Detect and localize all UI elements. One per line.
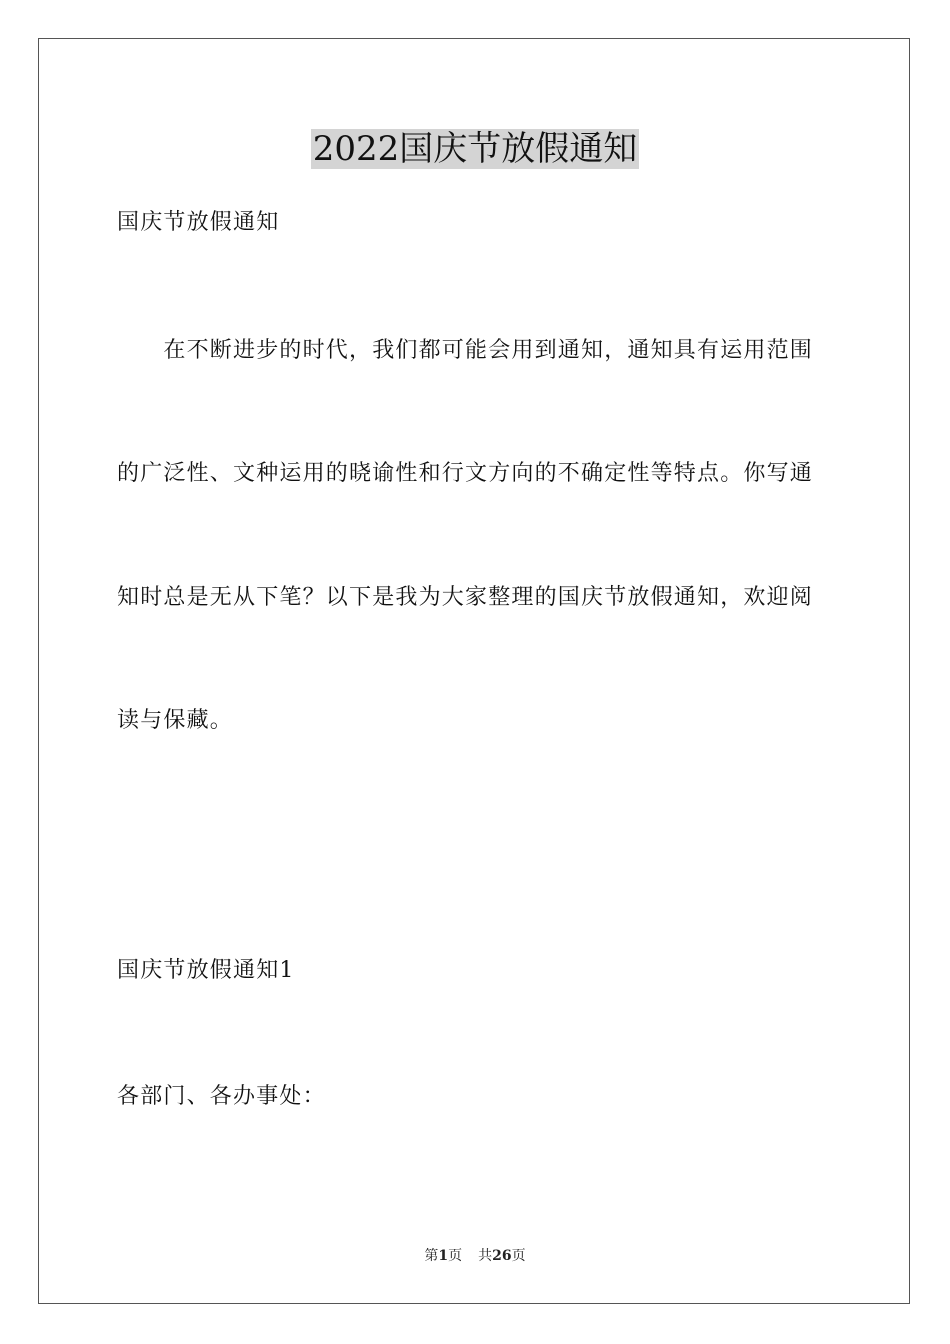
intro-line-4: 读与保藏。 — [117, 708, 234, 733]
document-title — [0, 127, 950, 171]
footer-total-pages: 26 — [492, 1248, 512, 1264]
footer-page-prefix: 第 — [424, 1248, 439, 1264]
intro-line-1: 在不断进步的时代，我们都可能会用到通知，通知具有运用范围 — [117, 338, 814, 363]
footer-page-suffix: 页 — [448, 1248, 463, 1264]
salutation: 各部门、各办事处： — [117, 1084, 326, 1109]
footer-total-prefix: 共 — [478, 1248, 493, 1264]
document-title-text: 2022国庆节放假通知 — [312, 129, 638, 169]
document-subtitle: 国庆节放假通知 — [117, 210, 280, 235]
footer-total-suffix: 页 — [511, 1248, 526, 1264]
page-footer — [0, 1246, 950, 1266]
footer-page-number: 1 — [438, 1248, 449, 1264]
section-heading: 国庆节放假通知1 — [117, 958, 295, 983]
intro-line-3: 知时总是无从下笔？以下是我为大家整理的国庆节放假通知，欢迎阅 — [117, 585, 814, 610]
intro-line-2: 的广泛性、文种运用的晓谕性和行文方向的不确定性等特点。你写通 — [117, 461, 814, 486]
